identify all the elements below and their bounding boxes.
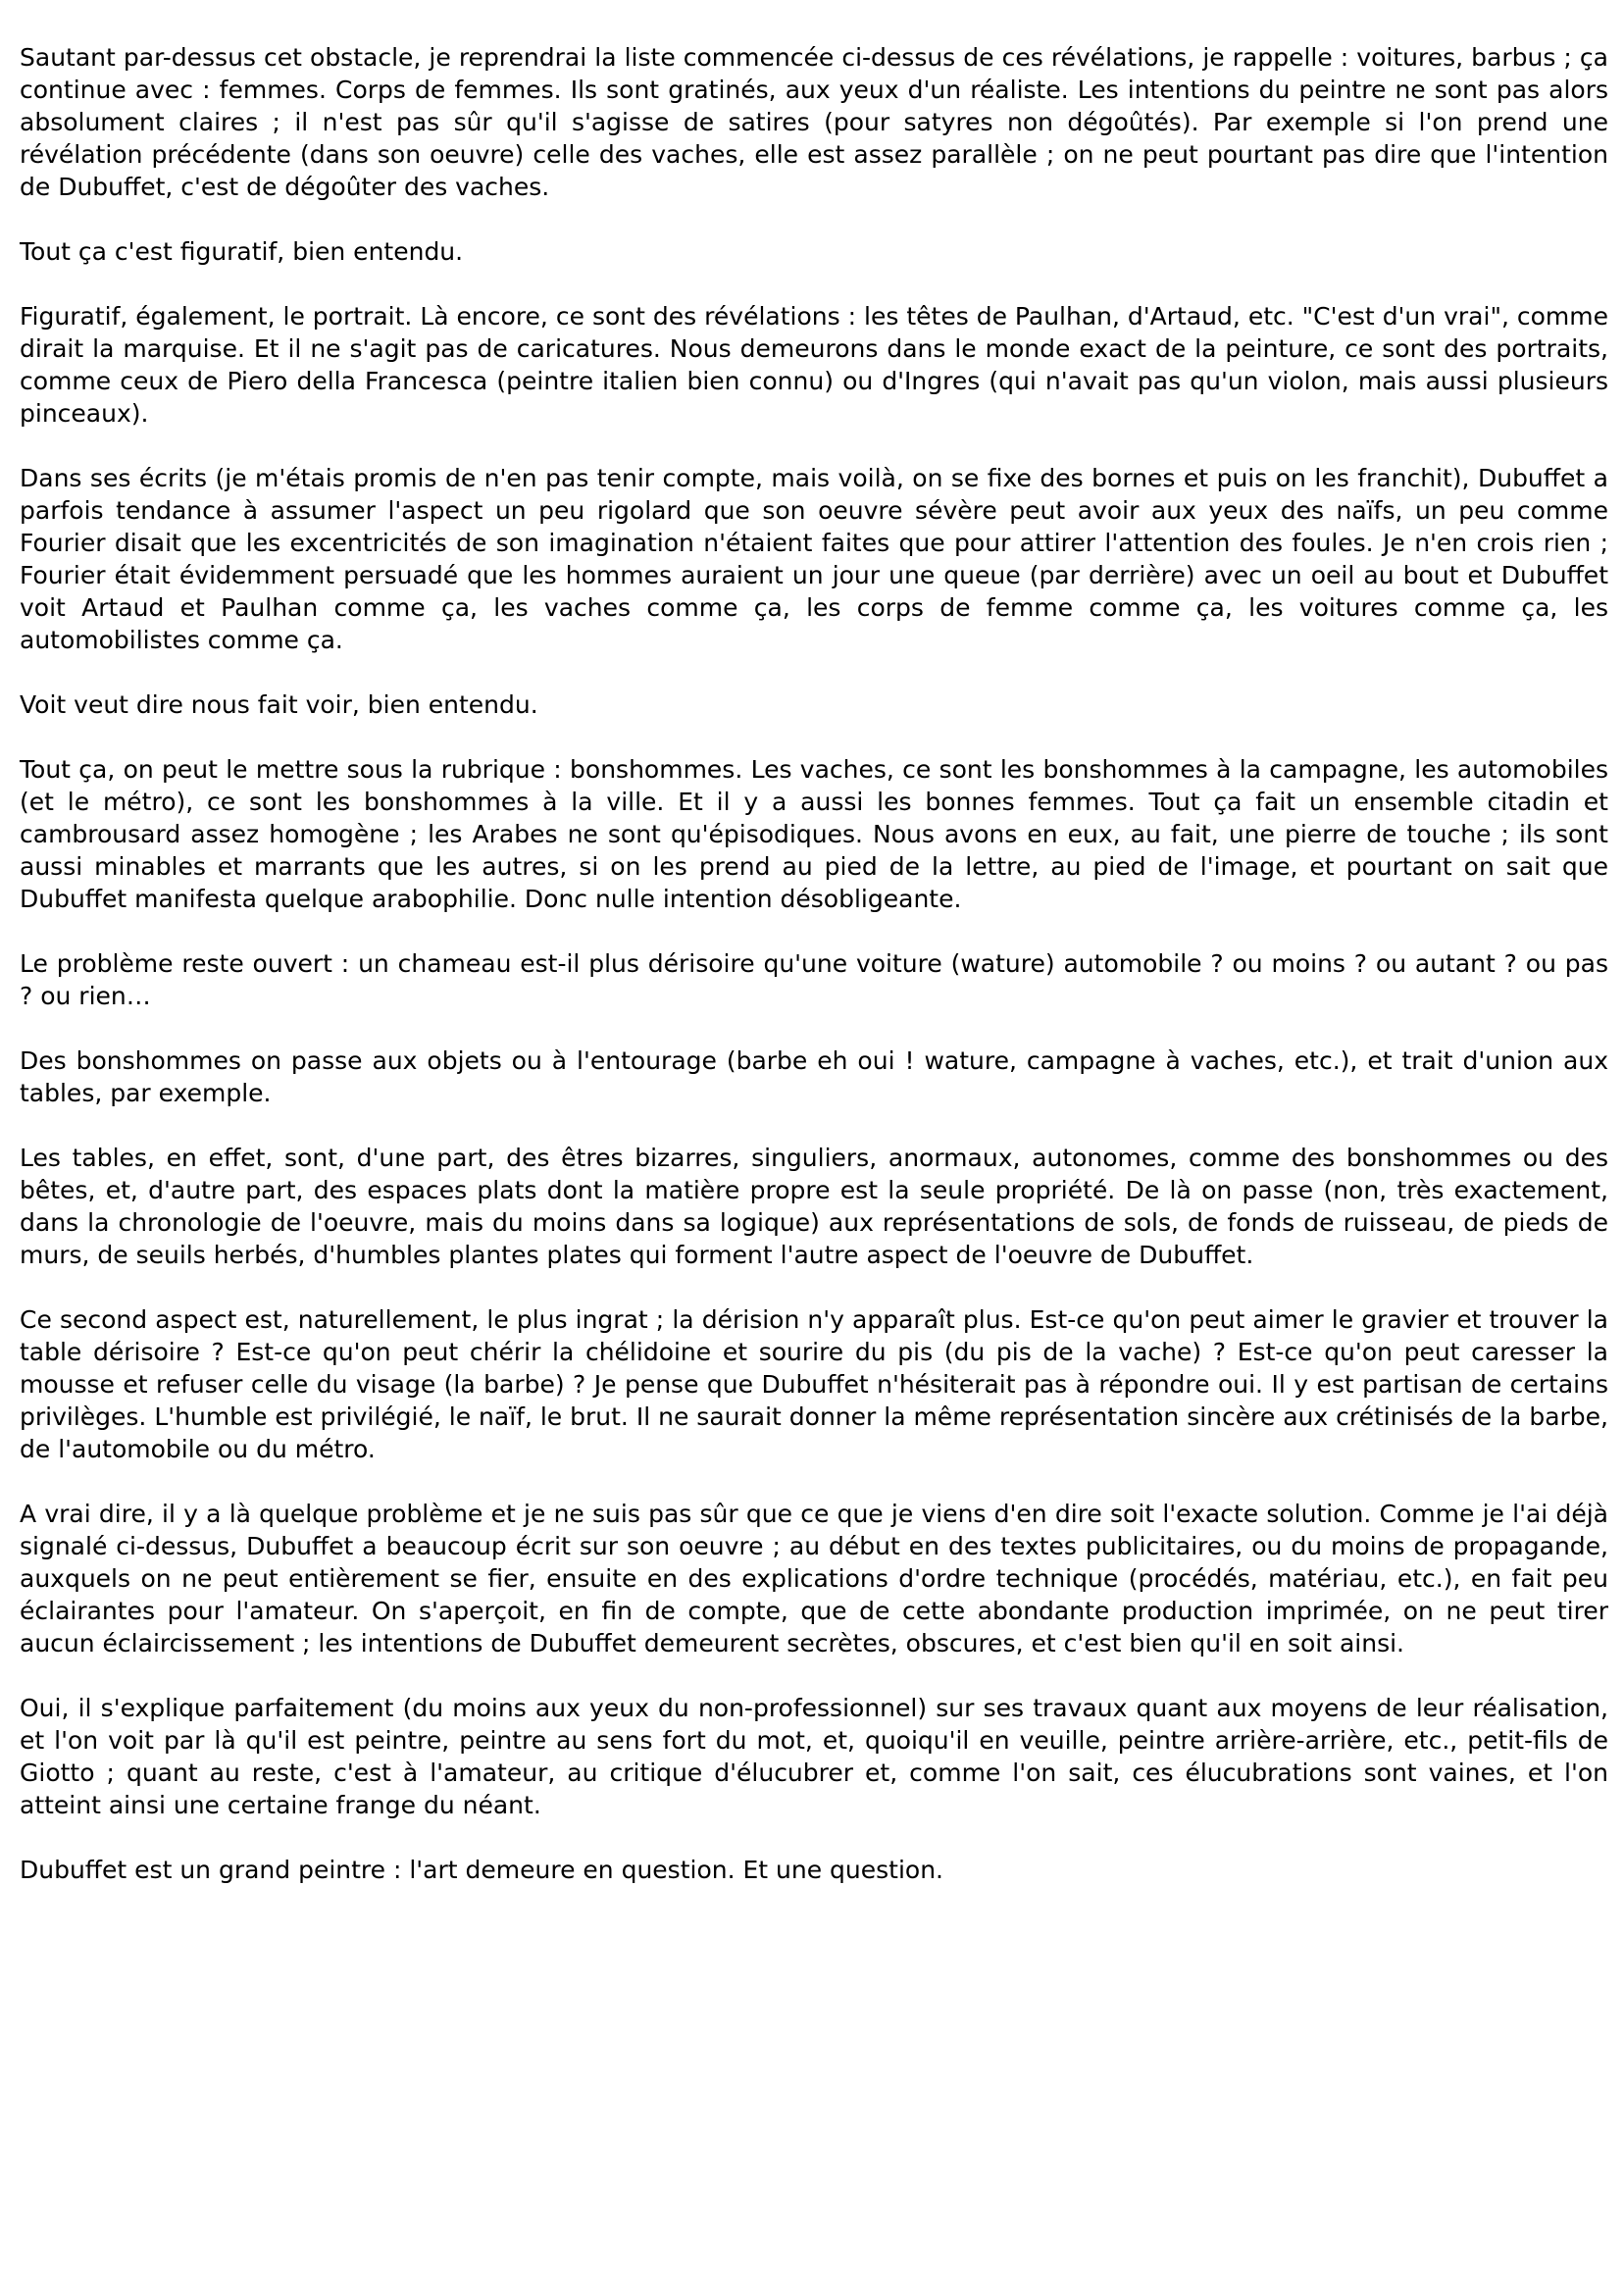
document-page — [20, 41, 1608, 1918]
paragraph-3: Figuratif, également, le portrait. Là encore, ce sont des révélations : les têtes de Paulhan, d'Artaud, etc. "C'est d'un vrai", comme dirait la marquise. Et il ne s'agit pas de caricatures. Nous demeurons dans le monde exact de la peinture, ce sont des portraits, comme ceux de Piero della Francesca (peintre italien bien connu) ou d'Ingres (qui n'avait pas qu'un violon, mais aussi plusieurs pinceaux). — [20, 302, 1608, 428]
paragraph-10: Ce second aspect est, naturellement, le plus ingrat ; la dérision n'y apparaît plus. Est-ce qu'on peut aimer le gravier et trouver la table dérisoire ? Est-ce qu'on peut chérir la chélidoine et sourire du pis (du pis de la vache) ? Est-ce qu'on peut caresser la mousse et refuser celle du visage (la barbe) ? Je pense que Dubuffet n'hésiterait pas à répondre oui. Il y est partisan de certains privilèges. L'humble est privilégié, le naïf, le brut. Il ne saurait donner la même représentation sincère aux crétinisés de la barbe, de l'automobile ou du métro. — [20, 1305, 1608, 1463]
paragraph-9: Les tables, en effet, sont, d'une part, des êtres bizarres, singuliers, anormaux, autonomes, comme des bonshommes ou des bêtes, et, d'autre part, des espaces plats dont la matière propre est la seule propriété. De là on passe (non, très exactement, dans la chronologie de l'oeuvre, mais du moins dans sa logique) aux représentations de sols, de fonds de ruisseau, de pieds de murs, de seuils herbés, d'humbles plantes plates qui forment l'autre aspect de l'oeuvre de Dubuffet. — [20, 1144, 1608, 1269]
paragraph-8: Des bonshommes on passe aux objets ou à l'entourage (barbe eh oui ! wature, campagne à vaches, etc.), et trait d'union aux tables, par exemple. — [20, 1046, 1608, 1107]
paragraph-2: Tout ça c'est figuratif, bien entendu. — [20, 237, 464, 266]
paragraph-7: Le problème reste ouvert : un chameau est-il plus dérisoire qu'une voiture (wature) automobile ? ou moins ? ou autant ? ou pas ? ou rien… — [20, 949, 1608, 1010]
paragraph-6: Tout ça, on peut le mettre sous la rubrique : bonshommes. Les vaches, ce sont les bonshommes à la campagne, les automobiles (et le métro), ce sont les bonshommes à la ville. Et il y a aussi les bonnes femmes. Tout ça fait un ensemble citadin et cambrousard assez homogène ; les Arabes ne sont qu'épisodiques. Nous avons en eux, au fait, une pierre de touche ; ils sont aussi minables et marrants que les autres, si on les prend au pied de la lettre, au pied de l'image, et pourtant on sait que Dubuffet manifesta quelque arabophilie. Donc nulle intention désobligeante. — [20, 755, 1608, 913]
paragraph-5: Voit veut dire nous fait voir, bien entendu. — [20, 690, 538, 719]
paragraph-11: A vrai dire, il y a là quelque problème et je ne suis pas sûr que ce que je viens d'en dire soit l'exacte solution. Comme je l'ai déjà signalé ci-dessus, Dubuffet a beaucoup écrit sur son oeuvre ; au début en des textes publicitaires, ou du moins de propagande, auxquels on ne peut entièrement se fier, ensuite en des explications d'ordre technique (procédés, matériau, etc.), en fait peu éclairantes pour l'amateur. On s'aperçoit, en fin de compte, que de cette abondante production imprimée, on ne peut tirer aucun éclaircissement ; les intentions de Dubuffet demeurent secrètes, obscures, et c'est bien qu'il en soit ainsi. — [20, 1500, 1608, 1657]
paragraph-12: Oui, il s'explique parfaitement (du moins aux yeux du non-professionnel) sur ses travaux quant aux moyens de leur réalisation, et l'on voit par là qu'il est peintre, peintre au sens fort du mot, et, quoiqu'il en veuille, peintre arrière-arrière, etc., petit-fils de Giotto ; quant au reste, c'est à l'amateur, au critique d'élucubrer et, comme l'on sait, ces élucubrations sont vaines, et l'on atteint ainsi une certaine frange du néant. — [20, 1694, 1608, 1819]
paragraph-13: Dubuffet est un grand peintre : l'art demeure en question. Et une question. — [20, 1856, 943, 1884]
paragraph-1: Sautant par-dessus cet obstacle, je reprendrai la liste commencée ci-dessus de ces révélations, je rappelle : voitures, barbus ; ça continue avec : femmes. Corps de femmes. Ils sont gratinés, aux yeux d'un réaliste. Les intentions du peintre ne sont pas alors absolument claires ; il n'est pas sûr qu'il s'agisse de satires (pour satyres non dégoûtés). Par exemple si l'on prend une révélation précédente (dans son oeuvre) celle des vaches, elle est assez parallèle ; on ne peut pourtant pas dire que l'intention de Dubuffet, c'est de dégoûter des vaches. — [20, 43, 1608, 201]
paragraph-4: Dans ses écrits (je m'étais promis de n'en pas tenir compte, mais voilà, on se fixe des bornes et puis on les franchit), Dubuffet a parfois tendance à assumer l'aspect un peu rigolard que son oeuvre sévère peut avoir aux yeux des naïfs, un peu comme Fourier disait que les excentricités de son imagination n'étaient faites que pour attirer l'attention des foules. Je n'en crois rien ; Fourier était évidemment persuadé que les hommes auraient un jour une queue (par derrière) avec un oeil au bout et Dubuffet voit Artaud et Paulhan comme ça, les vaches comme ça, les corps de femme comme ça, les voitures comme ça, les automobilistes comme ça. — [20, 464, 1608, 654]
